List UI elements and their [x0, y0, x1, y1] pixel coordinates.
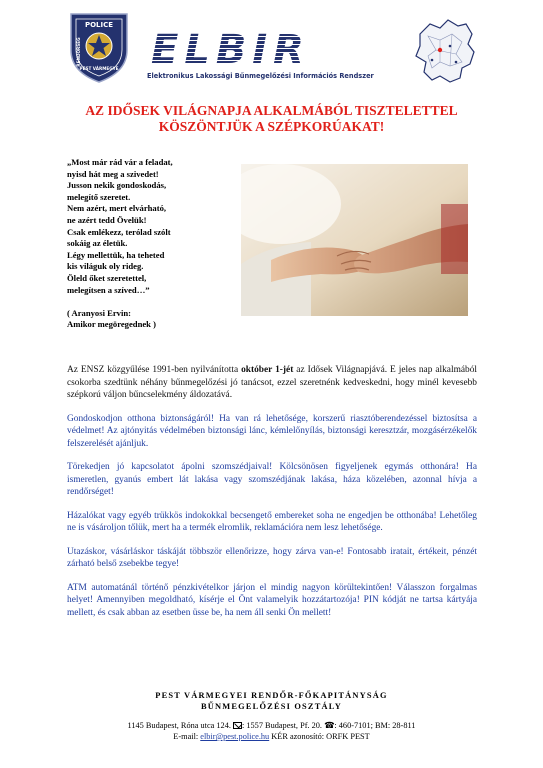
header — [67, 10, 477, 88]
title-line-1: AZ IDŐSEK VILÁGNAPJA ALKALMÁBÓL TISZTELETTEL — [85, 103, 458, 118]
body-text — [67, 364, 477, 630]
poem-work: Amikor megöregednek ) — [67, 319, 156, 330]
poem-line: Csak emlékezz, terólad szólt — [67, 226, 171, 237]
poem — [67, 157, 237, 331]
highlight-date: október 1-jét — [241, 365, 294, 375]
poem-line: Öleld őket szeretettel, — [67, 272, 147, 283]
advice-travel-shopping: Utazáskor, vásárláskor táskáját többször ellenőrizze, hogy zárva van-e! Fontosabb iratait, értékeit, pénzét zárható belső zsebekbe tegye! — [67, 546, 477, 569]
poem-line: kis világuk oly rideg. — [67, 261, 144, 272]
poem-line: melegítő szeretet. — [67, 191, 131, 202]
phone-icon: ☎ — [324, 721, 335, 730]
advice-door-to-door: Házalókat vagy egyéb trükkös indokokkal becsengető embereket soha ne engedjen be otthonába! Lehetőleg ne is vásároljon tőlük, mert ha a termék elromlik, reklamációra nem lesz lehetősége. — [67, 510, 477, 533]
email-link[interactable]: elbir@pest.police.hu — [200, 732, 270, 741]
intro-paragraph: Az ENSZ közgyűlése 1991-ben nyilvánította október 1-jét az Idősek Világnapjává. E jeles nap alkalmából csokorba szedtünk néhány bűnmegelőzési jó tanácsot, ezzel szeretnénk kedveskedni, hogy minél kevesebb szépkorú váljon bűncselekmény áldozatává. — [67, 365, 477, 400]
poem-line: ne azért tedd Övelük! — [67, 214, 147, 225]
elbir-logo-subtitle: Elektronikus Lakossági Bűnmegelőzési Információs Rendszer — [147, 72, 374, 80]
footer — [40, 690, 503, 742]
badge-left-text: RENDŐRSÉG — [76, 37, 81, 67]
police-badge-logo — [67, 10, 131, 84]
poem-line: Nem azért, mert elvárható, — [67, 203, 167, 214]
page-title — [40, 103, 503, 135]
elbir-logo — [137, 28, 407, 82]
footer-address: 1145 Budapest, Róna utca 124. — [127, 721, 231, 730]
advice-neighbours: Törekedjen jó kapcsolatot ápolni szomszédjaival! Kölcsönösen figyeljenek egymás otthonára! Ha ismeretlen, gyanús embert lát lakása vagy szomszédjának lakása, háza közelében, azonnal hívja a rendőrséget! — [67, 462, 477, 497]
title-line-2: KÖSZÖNTJÜK A SZÉPKORÚAKAT! — [158, 119, 385, 134]
footer-org-line-2: BŰNMEGELŐZÉSI OSZTÁLY — [200, 702, 342, 711]
poem-line: Jusson nekik gondoskodás, — [67, 180, 167, 191]
envelope-icon — [233, 722, 242, 729]
poem-line: sokáig az életük. — [67, 238, 128, 249]
footer-postbox: : 1557 Budapest, Pf. 20. — [242, 721, 322, 730]
poem-line: melegítsen a szíved…” — [67, 284, 150, 295]
poem-line: nyisd hát meg a szivedet! — [67, 168, 159, 179]
badge-bottom-text: PEST VÁRMEGYE — [79, 66, 119, 71]
poem-line: „Most már rád vár a feladat, — [67, 157, 173, 167]
footer-email-line: E-mail: elbir@pest.police.hu KÉR azonosító: ORFK PEST — [173, 732, 370, 741]
footer-phone: : 460-7101; BM: 28-811 — [334, 721, 416, 730]
advice-home-security: Gondoskodjon otthona biztonságáról! Ha van rá lehetősége, korszerű riasztóberendezéssel biztosítsa a védelmet! Az ajtónyitás védelmében biztonsági lánc, kémlelőnyílás, biztonsági keresztzár, mozgásérzékelők felszerelését ajánljuk. — [67, 413, 477, 449]
pest-county-map-icon — [410, 16, 478, 86]
badge-top-text: POLICE — [84, 21, 114, 29]
holding-hands-photo — [241, 164, 468, 316]
footer-ker: KÉR azonosító: ORFK PEST — [269, 732, 370, 741]
footer-org-line-1: PEST VÁRMEGYEI RENDŐR-FŐKAPITÁNYSÁG — [155, 691, 388, 700]
poem-author: ( Aranyosi Ervin: — [67, 307, 131, 318]
footer-contact — [40, 720, 503, 731]
advice-atm: ATM automatánál történő pénzkivételkor járjon el mindig nagyon körültekintően! Válasszon forgalmas helyet! Amennyiben megoldható, kísérje el Önt valamelyik hozzátartozója! PIN kódját ne tartsa kártyája mellett, és csak abban az esetben üsse be, ha nem áll senki Ön mellett! — [67, 582, 477, 618]
elbir-logo-title: ELBIR — [151, 27, 310, 73]
poem-line: Légy mellettük, ha teheted — [67, 249, 165, 260]
